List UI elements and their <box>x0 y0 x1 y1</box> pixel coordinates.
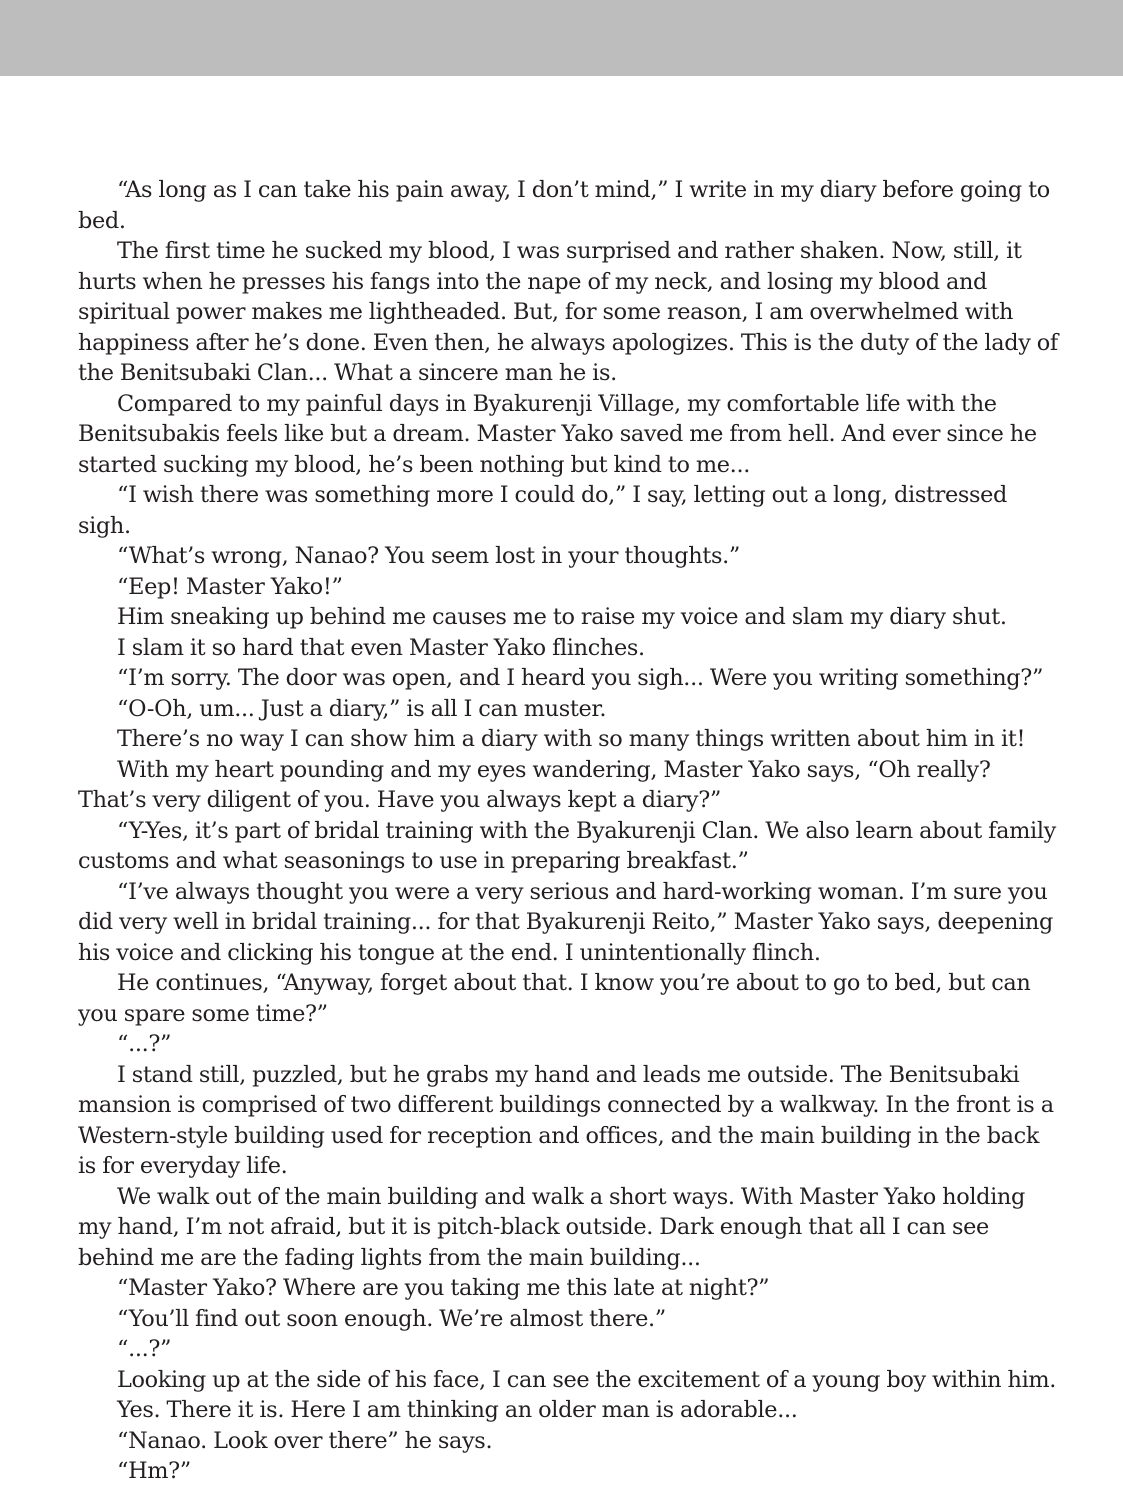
paragraph: “Nanao. Look over there” he says. <box>117 1427 493 1454</box>
paragraph: “I’m sorry. The door was open, and I heard you sigh... Were you writing something?” <box>117 665 1044 691</box>
paragraph: Compared to my painful days in Byakurenji Village, my comfortable life with the Benitsubakis feels like but a dream. Master Yako saved me from hell. And ever since he started sucking my blood, he’s been nothing but kind to me... <box>78 390 1037 478</box>
paragraph: Him sneaking up behind me causes me to raise my voice and slam my diary shut. <box>117 604 1007 630</box>
paragraph: “...?” <box>117 1336 172 1362</box>
paragraph: “Eep! Master Yako!” <box>117 573 343 600</box>
paragraph: Yes. There it is. Here I am thinking an older man is adorable... <box>117 1397 798 1423</box>
paragraph: “I wish there was something more I could do,” I say, letting out a long, distressed sigh. <box>78 482 1008 539</box>
paragraph: We walk out of the main building and walk a short ways. With Master Yako holding my hand, I’m not afraid, but it is pitch-black outside. Dark enough that all I can see behind me are the fading lights from the main building... <box>78 1183 1025 1271</box>
paragraph: “...?” <box>117 1031 172 1057</box>
paragraph: “As long as I can take his pain away, I don’t mind,” I write in my diary before going to bed. <box>78 177 1050 234</box>
paragraph: “O-Oh, um... Just a diary,” is all I can muster. <box>117 695 607 722</box>
paragraph: I slam it so hard that even Master Yako flinches. <box>117 634 645 661</box>
paragraph: With my heart pounding and my eyes wandering, Master Yako says, “Oh really? That’s very diligent of you. Have you always kept a diary?” <box>78 756 991 813</box>
top-bar <box>0 0 1123 76</box>
paragraph: “You’ll find out soon enough. We’re almost there.” <box>117 1305 666 1332</box>
paragraph: He continues, “Anyway, forget about that. I know you’re about to go to bed, but can you spare some time?” <box>78 970 1031 1027</box>
paragraph: “What’s wrong, Nanao? You seem lost in your thoughts.” <box>117 543 740 569</box>
paragraph: The first time he sucked my blood, I was surprised and rather shaken. Now, still, it hurts when he presses his fangs into the nape of my neck, and losing my blood and spiritual power makes me lightheaded. But, for some reason, I am overwhelmed with happiness after he’s done. Even then, he always apologizes. This is the duty of the lady of the Benitsubaki Clan... What a sincere man he is. <box>78 238 1058 386</box>
book-page-text <box>78 175 1058 1487</box>
paragraph: Looking up at the side of his face, I can see the excitement of a young boy within him. <box>117 1366 1057 1393</box>
paragraph: “I’ve always thought you were a very serious and hard-working woman. I’m sure you did very well in bridal training... for that Byakurenji Reito,” Master Yako says, deepening his voice and clicking his tongue at the end. I unintentionally flinch. <box>78 878 1053 966</box>
paragraph: There’s no way I can show him a diary with so many things written about him in it! <box>117 726 1026 752</box>
paragraph: I stand still, puzzled, but he grabs my hand and leads me outside. The Benitsubaki mansion is comprised of two different buildings connected by a walkway. In the front is a Western-style building used for reception and offices, and the main building in the back is for everyday life. <box>78 1061 1054 1179</box>
paragraph: “Hm?” <box>117 1458 191 1484</box>
paragraph: “Y-Yes, it’s part of bridal training with the Byakurenji Clan. We also learn about family customs and what seasonings to use in preparing breakfast.” <box>78 817 1056 874</box>
paragraph: “Master Yako? Where are you taking me this late at night?” <box>117 1275 770 1301</box>
